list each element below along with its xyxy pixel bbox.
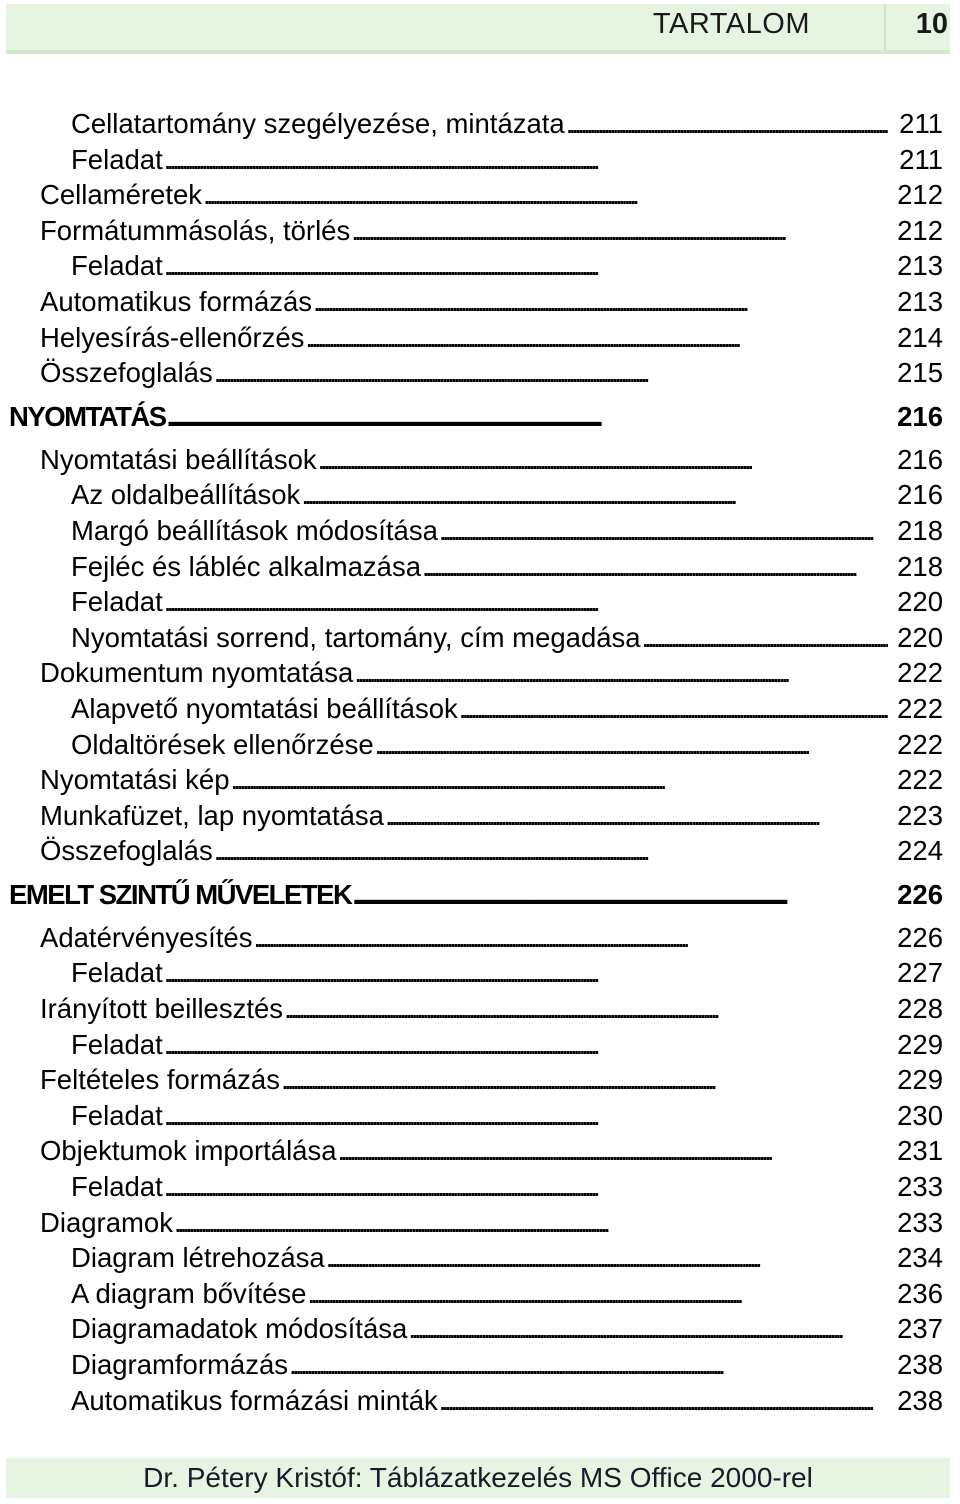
toc-entry[interactable] [0, 177, 960, 213]
toc-entry-page: 213 [897, 250, 943, 282]
toc-entry-label: Feladat [71, 250, 163, 282]
toc-entry[interactable] [0, 1205, 960, 1241]
toc-entry[interactable] [0, 1383, 960, 1419]
toc-entry-label: A diagram bővítése [71, 1277, 307, 1309]
toc-entry[interactable] [0, 1347, 960, 1383]
dot-leader [385, 798, 888, 834]
toc-entry-page: 223 [897, 799, 943, 831]
toc-entry-page: 230 [897, 1099, 943, 1131]
toc-entry[interactable] [0, 584, 960, 620]
dot-leader [203, 177, 888, 213]
dot-leader [214, 355, 888, 391]
dot-leader [326, 1240, 888, 1276]
toc-entry-page: 213 [897, 285, 943, 317]
toc-entry[interactable] [0, 1098, 960, 1134]
toc-entry-label: Alapvető nyomtatási beállítások [71, 692, 458, 724]
toc-entry-page: 227 [897, 957, 943, 989]
toc-entry-page: 233 [897, 1171, 943, 1203]
toc-entry-label: Margó beállítások módosítása [71, 514, 438, 546]
dot-leader [566, 106, 888, 142]
toc-entry[interactable] [0, 284, 960, 320]
toc-entry-page: 218 [897, 550, 943, 582]
toc-entry-label: Feladat [71, 586, 163, 618]
toc-entry[interactable] [0, 106, 960, 142]
toc-entry[interactable] [0, 762, 960, 798]
toc-entry-page: 228 [897, 993, 943, 1025]
dot-leader [375, 727, 888, 763]
dot-leader [408, 1311, 888, 1347]
toc-entry-page: 215 [897, 357, 943, 389]
dot-leader [164, 248, 888, 284]
table-of-contents [0, 106, 960, 1418]
toc-entry[interactable] [0, 477, 960, 513]
toc-entry-label: Dokumentum nyomtatása [40, 657, 354, 689]
toc-entry[interactable] [0, 833, 960, 869]
toc-entry-page: 212 [897, 179, 943, 211]
dot-leader [351, 213, 888, 249]
toc-entry[interactable] [0, 955, 960, 991]
dot-leader [284, 991, 888, 1027]
toc-entry[interactable] [0, 213, 960, 249]
toc-entry[interactable] [0, 1062, 960, 1098]
toc-entry-label: Munkafüzet, lap nyomtatása [40, 799, 384, 831]
toc-entry-page: 231 [897, 1135, 943, 1167]
toc-entry-label: Automatikus formázási minták [71, 1384, 438, 1416]
toc-entry[interactable] [0, 1027, 960, 1063]
toc-entry-label: Nyomtatási beállítások [40, 443, 317, 475]
toc-entry[interactable] [0, 655, 960, 691]
toc-entry-page: 211 [899, 108, 943, 139]
toc-entry-label: Nyomtatási sorrend, tartomány, cím megadása [71, 621, 641, 653]
dot-leader [305, 320, 888, 356]
toc-entry-page: 216 [897, 479, 943, 511]
dot-leader [307, 1276, 888, 1312]
toc-entry-label: Cellatartomány szegélyezése, mintázata [71, 108, 565, 139]
toc-entry-page: 236 [897, 1277, 943, 1309]
header-divider [884, 4, 886, 50]
toc-entry[interactable] [0, 1169, 960, 1205]
toc-entry-page: 229 [897, 1028, 943, 1060]
toc-entry-page: 218 [897, 514, 943, 546]
toc-entry[interactable] [0, 1276, 960, 1312]
dot-leader [231, 762, 888, 798]
header-title: TARTALOM [652, 8, 810, 40]
toc-entry-page: 238 [897, 1384, 943, 1416]
toc-entry-page: 222 [897, 764, 943, 796]
toc-entry-label: Helyesírás-ellenőrzés [40, 321, 305, 353]
toc-entry-label: Formátummásolás, törlés [40, 214, 351, 246]
dot-leader [301, 477, 888, 513]
toc-entry-label: Feladat [71, 1171, 163, 1203]
toc-entry[interactable] [0, 320, 960, 356]
dot-leader [164, 1027, 888, 1063]
toc-entry-page: 226 [897, 921, 943, 953]
toc-entry-label: Diagramformázás [71, 1349, 289, 1380]
toc-entry-page: 237 [897, 1313, 943, 1345]
dot-leader [642, 620, 888, 656]
toc-entry[interactable] [0, 142, 960, 178]
dot-leader [459, 691, 888, 727]
dot-leader [313, 284, 888, 320]
dot-leader [164, 1098, 888, 1134]
toc-entry-label: Összefoglalás [40, 835, 213, 867]
toc-chapter-entry[interactable] [0, 391, 960, 442]
toc-entry-page: 216 [897, 400, 943, 432]
dot-leader [354, 655, 888, 691]
toc-entry[interactable] [0, 442, 960, 478]
dot-leader [439, 513, 888, 549]
page-footer [6, 1458, 950, 1498]
toc-entry-label: Az oldalbeállítások [71, 479, 301, 511]
dot-leader [338, 1133, 888, 1169]
toc-entry[interactable] [0, 248, 960, 284]
toc-entry[interactable] [0, 920, 960, 956]
toc-entry-label: Feltételes formázás [40, 1064, 280, 1096]
toc-entry[interactable] [0, 991, 960, 1027]
toc-entry-page: 229 [897, 1064, 943, 1096]
toc-entry-label: Fejléc és lábléc alkalmazása [71, 550, 422, 582]
dot-leader [214, 833, 888, 869]
toc-entry-page: 238 [897, 1349, 943, 1380]
toc-entry[interactable] [0, 1311, 960, 1347]
toc-entry-label: Objektumok importálása [40, 1135, 337, 1167]
toc-entry-page: 220 [897, 621, 943, 653]
dot-leader [352, 869, 888, 920]
toc-entry-label: Diagramok [40, 1206, 173, 1238]
dot-leader [164, 584, 888, 620]
toc-entry-label: EMELT SZINTŰ MŰVELETEK [9, 878, 352, 910]
toc-entry[interactable] [0, 798, 960, 834]
dot-leader [174, 1205, 888, 1241]
toc-entry-page: 222 [897, 657, 943, 689]
dot-leader [164, 142, 888, 178]
toc-entry-label: Feladat [71, 143, 163, 175]
toc-entry-page: 224 [897, 835, 943, 867]
toc-entry-page: 214 [897, 321, 943, 353]
toc-entry[interactable] [0, 355, 960, 391]
dot-leader [439, 1383, 888, 1419]
toc-entry-label: Oldaltörések ellenőrzése [71, 728, 374, 760]
toc-entry-page: 222 [897, 728, 943, 760]
toc-entry-label: Feladat [71, 1028, 163, 1060]
toc-entry-page: 216 [897, 443, 943, 475]
toc-entry[interactable] [0, 1240, 960, 1276]
dot-leader [281, 1062, 888, 1098]
toc-entry[interactable] [0, 549, 960, 585]
dot-leader [289, 1347, 888, 1383]
dot-leader [422, 549, 888, 585]
dot-leader [167, 391, 888, 442]
toc-entry-label: Összefoglalás [40, 357, 213, 389]
toc-entry-page: 233 [897, 1206, 943, 1238]
toc-entry-label: Adatérvényesítés [40, 921, 253, 953]
toc-entry-label: Feladat [71, 1099, 163, 1131]
toc-entry[interactable] [0, 513, 960, 549]
dot-leader [253, 920, 888, 956]
header-page-number: 10 [915, 8, 948, 40]
footer-text: Dr. Pétery Kristóf: Táblázatkezelés MS Office 2000-rel [143, 1462, 813, 1493]
toc-entry-label: Nyomtatási kép [40, 764, 230, 796]
toc-entry-label: Cellaméretek [40, 179, 203, 211]
toc-entry-label: Diagramadatok módosítása [71, 1313, 408, 1345]
toc-entry-page: 220 [897, 586, 943, 618]
toc-entry-page: 211 [899, 143, 943, 175]
toc-chapter-entry[interactable] [0, 869, 960, 920]
toc-entry-page: 212 [897, 214, 943, 246]
dot-leader [318, 442, 888, 478]
dot-leader [164, 1169, 888, 1205]
toc-entry-label: Automatikus formázás [40, 285, 313, 317]
toc-entry[interactable] [0, 620, 960, 656]
page-header [6, 4, 950, 50]
toc-entry-label: Diagram létrehozása [71, 1242, 325, 1274]
toc-entry-label: Feladat [71, 957, 163, 989]
toc-entry-label: NYOMTATÁS [9, 400, 166, 432]
dot-leader [164, 955, 888, 991]
toc-entry-page: 222 [897, 692, 943, 724]
toc-entry-page: 226 [897, 878, 943, 910]
toc-entry[interactable] [0, 727, 960, 763]
toc-entry-label: Irányított beillesztés [40, 993, 284, 1025]
toc-entry[interactable] [0, 691, 960, 727]
toc-entry-page: 234 [897, 1242, 943, 1274]
toc-entry[interactable] [0, 1133, 960, 1169]
